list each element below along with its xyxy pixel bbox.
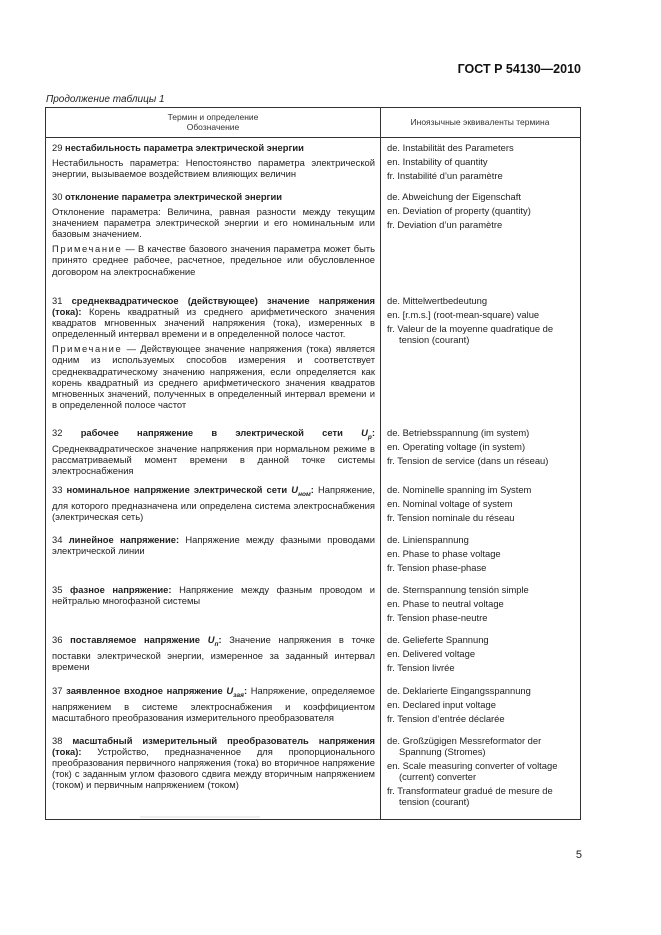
terms-table [45, 107, 581, 820]
equivalent-en: en. Phase to phase voltage [387, 548, 501, 560]
equivalent-de: de. Abweichung der Eigenschaft [387, 191, 521, 202]
equivalent-de: de. Großzügigen Messreformator der Spannung (Stromes) [387, 735, 542, 758]
voltage-symbol: $U_п$ [207, 634, 219, 648]
equivalent-fr: fr. Tension phase-neutre [387, 612, 488, 624]
term-definition: Значение напряжения в точке поставки электрической энергии, измеренное за заданный интервал времени [52, 634, 376, 673]
equivalent-de: de. Mittelwertbedeutung [387, 295, 488, 306]
voltage-symbol: $U_p$ [361, 427, 372, 441]
equivalents-cell [387, 142, 576, 184]
equivalents-cell [387, 295, 576, 348]
term-name: поставляемое напряжение [70, 634, 208, 645]
equivalents-cell [387, 191, 576, 233]
page-number: 5 [575, 849, 582, 861]
term-definition: Напряжение, для которого предназначена или определена система электроснабжения (электрическая сеть) [52, 484, 375, 523]
term-definition: Нестабильность параметра: Непостоянство параметра электрической энергии, вызываемое воздействием влияющих величин [52, 157, 375, 180]
term-cell: 33 номинальное напряжение электрической сети $U_{ном}$: Напряжение, для которого предназначена или определена система электроснабжения (электрическая сеть) [52, 484, 375, 523]
term-name: масштабный измерительный преобразователь напряжения (тока): [52, 735, 375, 758]
term-definition: Отклонение параметра: Величина, равная разности между текущим значением параметра электрической энергии и его номинальным или базовым значением. [52, 206, 375, 240]
header-term-column [46, 108, 380, 137]
equivalent-de: de. Deklarierte Eingangsspannung [387, 685, 531, 696]
term-cell: 32 рабочее напряжение в электрической сети $U_p$: Среднеквадратическое значение напряжения при нормальном режиме в рассматриваемый момент времени в данной точке системы электроснабжения [52, 427, 375, 477]
equivalent-de: de. Gelieferte Spannung [387, 634, 489, 645]
term-name: фазное напряжение: [70, 584, 172, 595]
term-name: линейное напряжение: [68, 534, 180, 545]
equivalent-de: de. Nominelle spanning im System [387, 484, 532, 495]
equivalents-cell [387, 534, 576, 576]
term-name: рабочее напряжение в электрической сети [80, 427, 362, 438]
scan-artifact [140, 816, 260, 818]
equivalent-fr: fr. Tension d’entrée déclarée [387, 713, 505, 725]
equivalents-cell [387, 484, 576, 526]
table-header [46, 108, 580, 138]
term-definition: Напряжение между фазными проводами электрической линии [52, 534, 375, 557]
column-divider [380, 108, 381, 819]
term-definition: Напряжение, определяемое напряжением в системе электроснабжения и коэффициентом масштабного преобразования измерительного преобразователя [52, 685, 375, 724]
term-definition: Корень квадратный из среднего арифметического значения квадратов мгновенных значений напряжения (тока), измеренных в определенный интервал времени и в определенной полосе частот. [52, 306, 375, 340]
term-name: заявленное входное напряжение [66, 685, 227, 696]
equivalent-en: en. Phase to neutral voltage [387, 598, 504, 610]
equivalents-cell [387, 735, 576, 811]
term-cell: 37 заявленное входное напряжение $U_{зая}$: Напряжение, определяемое напряжением в системе электроснабжения и коэффициентом масштабного преобразования измерительного преобразователя [52, 685, 375, 724]
term-cell: 36 поставляемое напряжение $U_п$: Значение напряжения в точке поставки электрической энергии, измеренное за заданный интервал времени [52, 634, 376, 673]
term-cell: 29 нестабильность параметра электрической энергии Нестабильность параметра: Непостоянство параметра электрической энергии, вызываемое воздействием влияющих величин [52, 142, 375, 180]
equivalent-en: en. Scale measuring converter of voltage (current) converter [387, 760, 558, 783]
term-cell: 30 отклонение параметра электрической энергии Отклонение параметра: Величина, равная разности между текущим значением параметра электрической энергии и его номинальным или базовым значением. Примечание — В качестве базового значения параметра может быть принято среднее рабочее, расчетное, предельное или обусловленное договором на электроснабжение [52, 191, 375, 277]
equivalent-en: en. Nominal voltage of system [387, 498, 513, 510]
equivalent-de: de. Linienspannung [387, 534, 469, 545]
equivalent-fr: fr. Deviation d’un paramètre [387, 219, 503, 231]
term-definition: Среднеквадратическое значение напряжения при нормальном режиме в рассматриваемый момент времени в данной точке системы электроснабжения [52, 442, 375, 477]
equivalents-cell [387, 685, 576, 727]
equivalent-en: en. Declared input voltage [387, 699, 496, 711]
voltage-symbol: $U_{зая}$ [226, 685, 244, 699]
term-cell: 35 фазное напряжение: Напряжение между фазным проводом и нейтралью многофазной системы [52, 584, 375, 607]
header-equivalents-column: Иноязычные эквиваленты термина [410, 117, 550, 127]
equivalents-cell [387, 634, 576, 676]
equivalent-fr: fr. Transformateur gradué de mesure de tension (courant) [387, 785, 553, 808]
term-cell: 31 среднеквадратическое (действующее) значение напряжения (тока): Корень квадратный из среднего арифметического значения квадратов мгновенных значений напряжения (тока), измеренных в определенный интервал времени и в определенной полосе частот. Примечание — Действующее значение напряжения (тока) является одним из используемых способов измерения и соответствует среднеквадратическому значению напряжения, если определяется как корень квадратный из среднего арифметического значения квадратов мгновенных значений, полученных в определенный интервал времени и в определенной полосе частот [52, 295, 375, 410]
header-term-subtitle: Обозначение [186, 122, 240, 132]
equivalent-de: de. Betriebsspannung (im system) [387, 427, 530, 438]
table-continuation-caption: Продолжение таблицы 1 [46, 94, 165, 105]
term-definition: Устройство, предназначенное для пропорционального преобразования первичного напряжения (тока) во вторичное напряжение (ток) с заданным углом фазового сдвига между вторичным напряжением (током) и первичным напряжением (током) [52, 746, 375, 791]
term-note: Примечание — Действующее значение напряжения (тока) является одним из используемых способов измерения и соответствует среднеквадратическому значению напряжения, если определяется как корень квадратный из среднего арифметического значения квадратов мгновенных значений, полученных в определенный интервал времени и в определенной полосе частот [52, 343, 375, 410]
equivalent-en: en. Instability of quantity [387, 156, 488, 168]
equivalent-en: en. [r.m.s.] (root-mean-square) value [387, 309, 540, 321]
standard-designation: ГОСТ Р 54130—2010 [457, 62, 581, 76]
equivalent-fr: fr. Tension de service (dans un réseau) [387, 455, 549, 467]
term-name: номинальное напряжение электрической сети [66, 484, 292, 495]
term-name: отклонение параметра электрической энергии [65, 191, 282, 202]
voltage-symbol: $U_{ном}$ [291, 484, 311, 498]
equivalents-cell [387, 427, 576, 469]
term-name: нестабильность параметра электрической энергии [65, 142, 304, 153]
equivalents-cell [387, 584, 576, 626]
equivalent-fr: fr. Instabilité d’un paramètre [387, 170, 503, 182]
equivalent-fr: fr. Tension phase-phase [387, 562, 487, 574]
equivalent-fr: fr. Tension nominale du réseau [387, 512, 515, 524]
equivalent-fr: fr. Valeur de la moyenne quadratique de tension (courant) [387, 323, 554, 346]
header-term-title: Термин и определение [167, 112, 259, 122]
equivalent-en: en. Deviation of property (quantity) [387, 205, 531, 217]
term-cell: 34 линейное напряжение: Напряжение между фазными проводами электрической линии [52, 534, 375, 557]
term-definition: Напряжение между фазным проводом и нейтралью многофазной системы [52, 584, 375, 607]
term-name: среднеквадратическое (действующее) значение напряжения (тока): [52, 295, 375, 318]
equivalent-en: en. Operating voltage (in system) [387, 441, 526, 453]
equivalent-en: en. Delivered voltage [387, 648, 476, 660]
term-note: Примечание — В качестве базового значения параметра может быть принято среднее рабочее, расчетное, предельное или обусловленное договором на электроснабжение [52, 243, 375, 277]
equivalent-fr: fr. Tension livrée [387, 662, 455, 674]
equivalent-de: de. Instabilität des Parameters [387, 142, 514, 153]
equivalent-de: de. Sternspannung tensión simple [387, 584, 529, 595]
term-cell: 38 масштабный измерительный преобразователь напряжения (тока): Устройство, предназначенное для пропорционального преобразования первичного напряжения (тока) во вторичное напряжение (ток) с заданным углом фазового сдвига между вторичным напряжением (током) и первичным напряжением (током) [52, 735, 375, 791]
